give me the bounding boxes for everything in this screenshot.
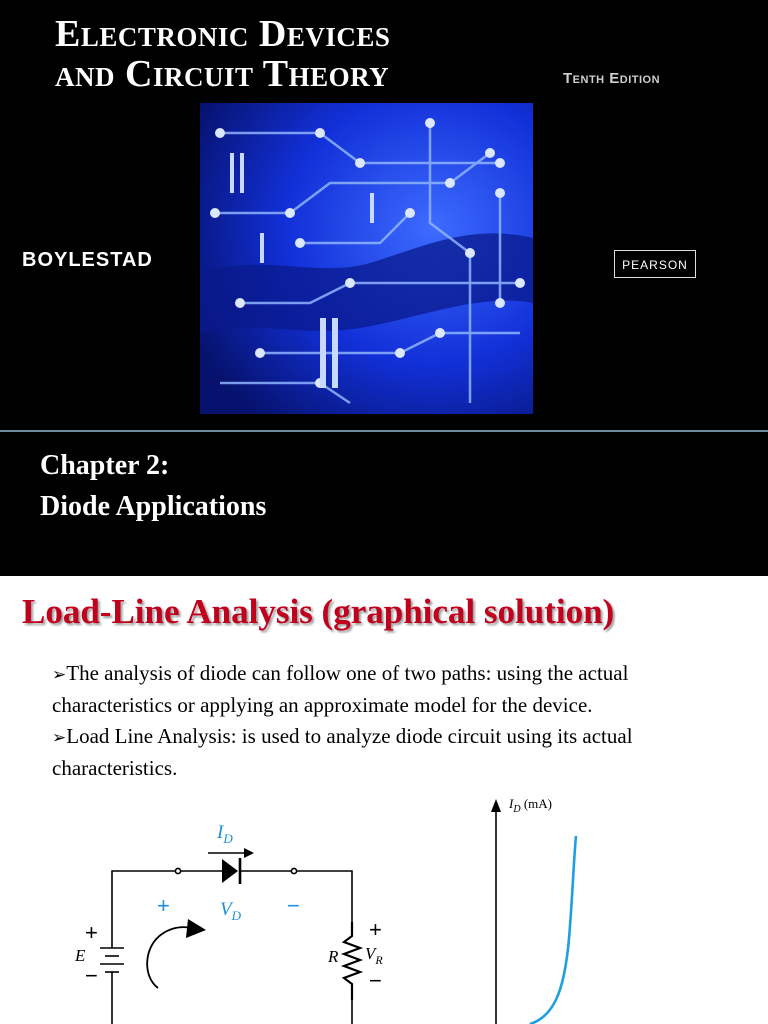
book-title-line-2: and Circuit Theory	[55, 53, 390, 95]
chapter-title: Diode Applications	[40, 491, 267, 522]
current-flow-arrowhead-icon	[186, 919, 206, 938]
source-plus-sign: +	[85, 920, 98, 945]
edition-label: Tenth Edition	[563, 70, 661, 87]
slide-title: Load-Line Analysis (graphical solution)	[22, 592, 615, 631]
diode-iv-curve	[530, 836, 576, 1024]
bullet-text: The analysis of diode can follow one of two paths: using the actual characteristics or applying an approximate model for the device.	[52, 661, 629, 717]
diode-characteristic-graph	[491, 796, 576, 1024]
bullet-item	[52, 721, 742, 784]
series-circuit	[100, 868, 360, 1024]
book-title-line-1: Electronic Devices	[55, 13, 391, 55]
bullet-item	[52, 658, 742, 721]
diode-symbol	[208, 848, 254, 884]
diode-current-label: $I_D$	[217, 822, 233, 846]
bullet-text: Load Line Analysis: is used to analyze diode circuit using its actual characteristics.	[52, 724, 633, 780]
arrow-bullet-icon: ➢	[52, 665, 67, 684]
diode-voltage-label: $V_D$	[220, 899, 241, 923]
arrow-bullet-icon: ➢	[52, 728, 67, 747]
diode-circuit-figure	[0, 796, 768, 1024]
resistor-plus-sign: +	[369, 917, 382, 942]
publisher-logo: PEARSON	[614, 250, 696, 278]
source-label: E	[75, 946, 86, 965]
diode-plus-sign: +	[157, 893, 170, 918]
y-axis-arrow-icon	[491, 799, 501, 812]
diode-minus-sign: −	[287, 893, 300, 918]
source-minus-sign: −	[85, 963, 98, 988]
bullet-list	[52, 658, 742, 784]
resistor-label: R	[328, 947, 339, 966]
current-flow-arrow	[147, 927, 192, 988]
y-axis-label: $I_D$ (mA)	[509, 796, 552, 815]
resistor-minus-sign: −	[369, 968, 382, 993]
author-name: BOYLESTAD	[22, 249, 153, 271]
title-divider	[0, 430, 768, 432]
circuit-board-image	[200, 103, 533, 414]
chapter-number: Chapter 2:	[40, 450, 170, 481]
resistor-voltage-label: $V_R$	[365, 944, 383, 967]
content-slide	[0, 576, 768, 1024]
